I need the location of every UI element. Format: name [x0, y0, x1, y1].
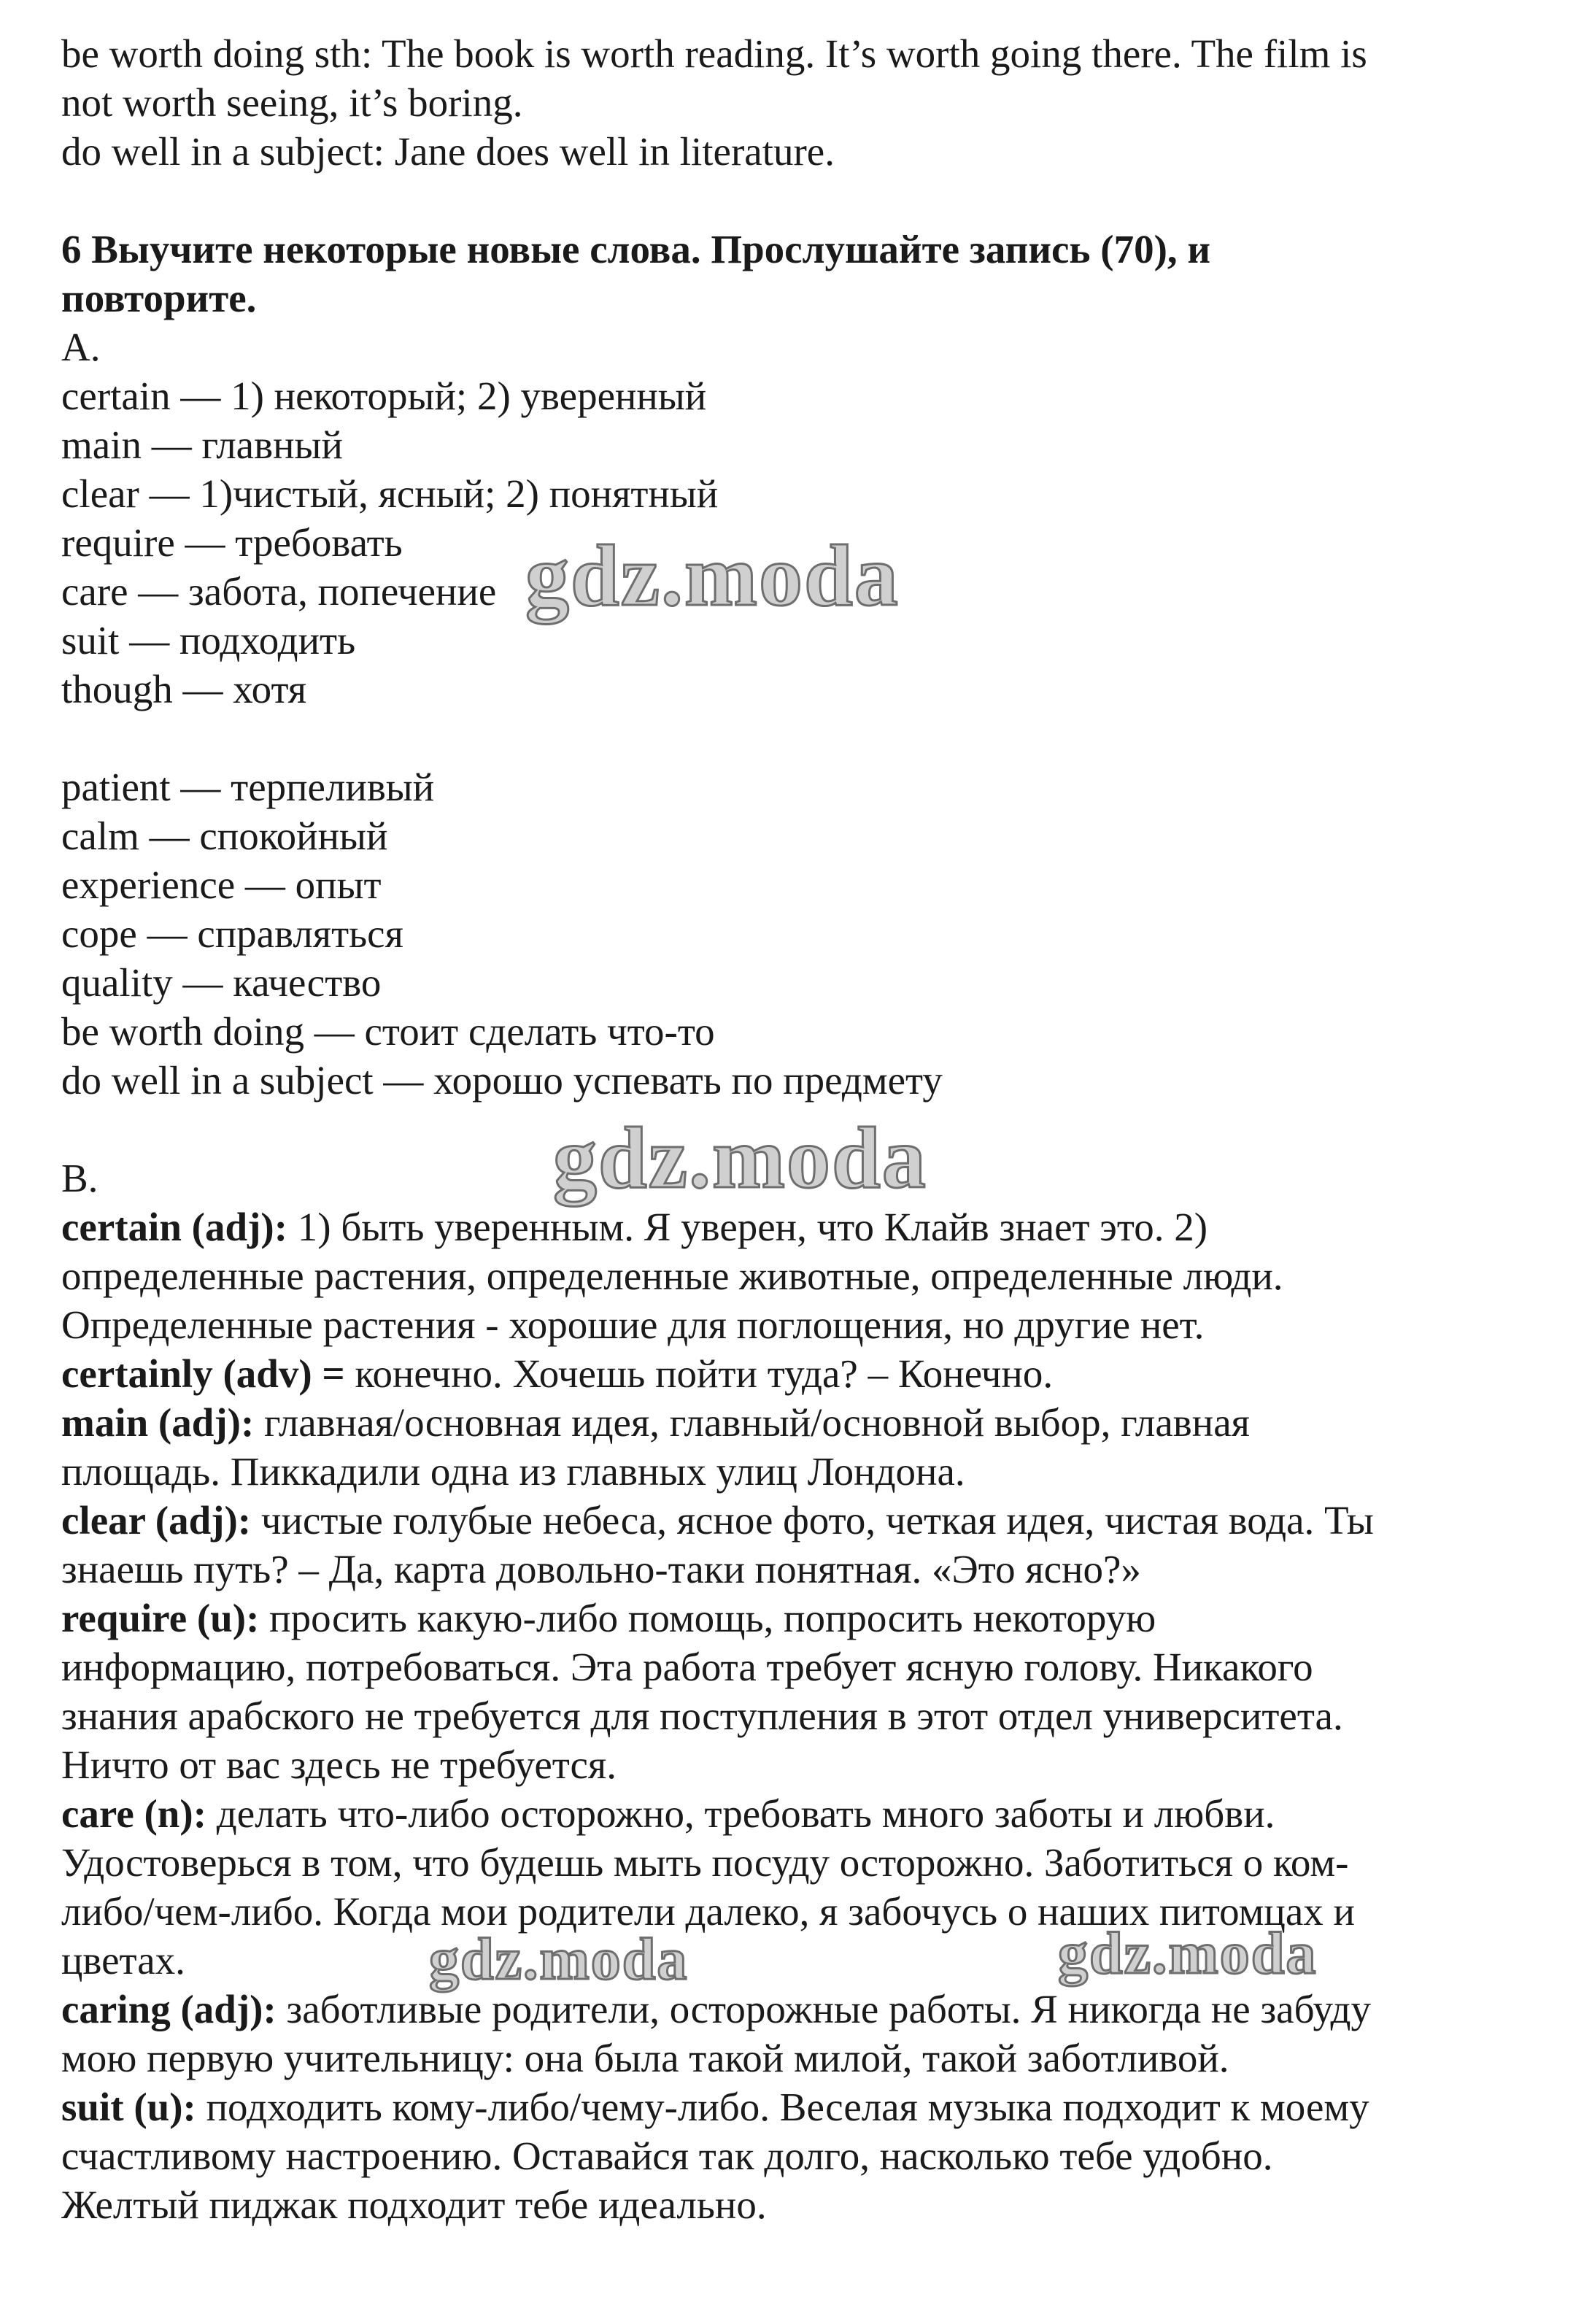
- entry-text: Удостоверься в том, что будешь мыть посуду осторожно. Заботиться о ком-: [61, 1840, 1349, 1885]
- vocab-item: cope — справляться: [61, 911, 403, 956]
- vocab-item: main — главный: [61, 422, 343, 467]
- vocab-item: calm — спокойный: [61, 814, 388, 858]
- entry-text: счастливому настроению. Оставайся так долго, насколько тебе удобно.: [61, 2134, 1273, 2178]
- vocab-item: suit — подходить: [61, 618, 356, 663]
- entry-term: clear (adj):: [61, 1498, 252, 1543]
- entry-term: certain (adj):: [61, 1205, 288, 1249]
- vocab-item: require — требовать: [61, 520, 403, 565]
- entry-text: цветах.: [61, 1938, 185, 1983]
- entry-line: [61, 2131, 1491, 2180]
- entry-term: suit (u):: [61, 2085, 196, 2129]
- entry-line: [61, 1251, 1491, 1300]
- entry-text: мою первую учительницу: она была такой милой, такой заботливой.: [61, 2036, 1229, 2080]
- exercise-heading: повторите.: [61, 276, 257, 320]
- entry-text: определенные растения, определенные животные, определенные люди.: [61, 1254, 1283, 1298]
- entry-line: [61, 1202, 1491, 1251]
- entry-text: главная/основная идея, главный/основной выбор, главная: [254, 1400, 1250, 1445]
- entry-text: подходить кому-либо/чему-либо. Веселая музыка подходит к моему: [196, 2085, 1369, 2129]
- entry-text: заботливые родители, осторожные работы. Я никогда не забуду: [276, 1987, 1371, 2031]
- vocab-item: experience — опыт: [61, 862, 382, 907]
- section-a-label: A.: [61, 325, 101, 369]
- entry-line: [61, 1642, 1491, 1691]
- entry-text: знаешь путь? – Да, карта довольно-таки понятная. «Это ясно?»: [61, 1547, 1141, 1591]
- entry-term: certainly (adv) =: [61, 1351, 345, 1396]
- entry-text: информацию, потребоваться. Эта работа требует ясную голову. Никакого: [61, 1645, 1313, 1689]
- entry-line: [61, 1545, 1491, 1594]
- entry-text: площадь. Пиккадили одна из главных улиц Лондона.: [61, 1449, 965, 1494]
- watermark: gdz.moda: [429, 1926, 689, 1992]
- entry-line: [61, 1349, 1491, 1398]
- entry-line: [61, 1447, 1491, 1496]
- entry-line: [61, 2034, 1491, 2082]
- entry-term: care (n):: [61, 1791, 207, 1836]
- entry-text: чистые голубые небеса, ясное фото, четкая идея, чистая вода. Ты: [251, 1498, 1374, 1543]
- watermark: gdz.moda: [1058, 1920, 1318, 1986]
- exercise-heading: 6 Выучите некоторые новые слова. Прослушайте запись (70), и: [61, 227, 1211, 271]
- entry-term: require (u):: [61, 1596, 260, 1640]
- entry-line: [61, 1789, 1491, 1838]
- vocab-item: do well in a subject — хорошо успевать по предмету: [61, 1058, 943, 1103]
- entry-line: [61, 1594, 1491, 1642]
- vocab-item: clear — 1)чистый, ясный; 2) понятный: [61, 471, 719, 516]
- entry-text: 1) быть уверенным. Я уверен, что Клайв знает это. 2): [287, 1205, 1208, 1249]
- vocab-item: care — забота, попечение: [61, 569, 497, 614]
- watermark: gdz.moda: [553, 1109, 927, 1206]
- entry-line: [61, 1985, 1491, 2034]
- entry-text: либо/чем-либо. Когда мои родители далеко, я забочусь о наших питомцах и: [61, 1889, 1355, 1934]
- spacer: [61, 714, 1491, 763]
- entry-line: [61, 1398, 1491, 1447]
- entry-text: делать что-либо осторожно, требовать много заботы и любви.: [206, 1791, 1275, 1836]
- entry-term: caring (adj):: [61, 1987, 277, 2031]
- entry-line: [61, 2082, 1491, 2131]
- vocab-item: patient — терпеливый: [61, 765, 435, 809]
- entry-text: Определенные растения - хорошие для поглощения, но другие нет.: [61, 1302, 1205, 1347]
- section-b-label: B.: [61, 1156, 98, 1200]
- entry-text: Желтый пиджак подходит тебе идеально.: [61, 2182, 767, 2227]
- intro-line: be worth doing sth: The book is worth reading. It’s worth going there. The film is: [61, 31, 1367, 76]
- entry-term: main (adj):: [61, 1400, 255, 1445]
- intro-line: not worth seeing, it’s boring.: [61, 80, 523, 125]
- vocab-item: be worth doing — стоит сделать что-то: [61, 1009, 715, 1054]
- spacer: [61, 176, 1491, 225]
- entry-line: [61, 1496, 1491, 1545]
- vocab-item: quality — качество: [61, 960, 382, 1005]
- entry-line: [61, 1740, 1491, 1789]
- vocab-item: certain — 1) некоторый; 2) уверенный: [61, 374, 707, 418]
- entry-text: просить какую-либо помощь, попросить некоторую: [259, 1596, 1156, 1640]
- vocab-item: though — хотя: [61, 667, 307, 711]
- entry-text: знания арабского не требуется для поступления в этот отдел университета.: [61, 1694, 1343, 1738]
- entry-text: Ничто от вас здесь не требуется.: [61, 1742, 617, 1787]
- watermark: gdz.moda: [525, 527, 900, 624]
- entry-line: [61, 1838, 1491, 1887]
- entry-line: [61, 1691, 1491, 1740]
- entry-line: [61, 1300, 1491, 1349]
- entry-line: [61, 2180, 1491, 2229]
- intro-line: do well in a subject: Jane does well in literature.: [61, 129, 835, 174]
- entry-text: конечно. Хочешь пойти туда? – Конечно.: [344, 1351, 1054, 1396]
